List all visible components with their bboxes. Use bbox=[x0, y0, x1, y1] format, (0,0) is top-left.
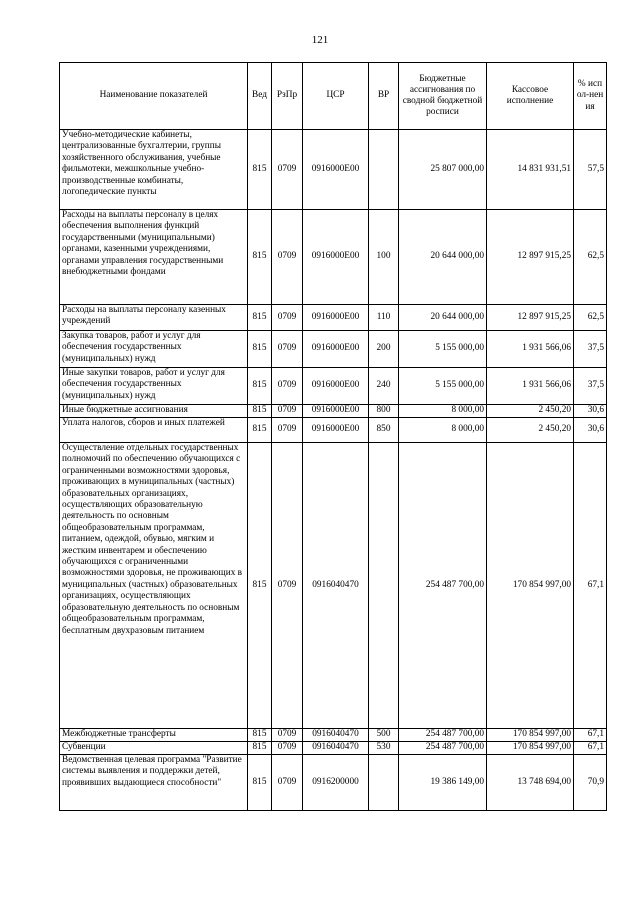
row-csr: 0916000Е00 bbox=[303, 368, 369, 405]
row-rzpr: 0709 bbox=[272, 130, 303, 210]
row-budget: 254 487 700,00 bbox=[399, 443, 487, 729]
row-ved: 815 bbox=[248, 418, 272, 443]
row-cash: 1 931 566,06 bbox=[487, 331, 574, 368]
row-budget: 5 155 000,00 bbox=[399, 368, 487, 405]
row-cash: 12 897 915,25 bbox=[487, 305, 574, 331]
row-cash: 2 450,20 bbox=[487, 405, 574, 418]
row-vr: 850 bbox=[369, 418, 399, 443]
row-name: Субвенции bbox=[60, 742, 248, 755]
table-row bbox=[60, 742, 607, 755]
row-csr: 0916000Е00 bbox=[303, 405, 369, 418]
header-ved: Вед bbox=[248, 63, 272, 130]
row-ved: 815 bbox=[248, 130, 272, 210]
row-cash: 170 854 997,00 bbox=[487, 729, 574, 742]
header-csr: ЦСР bbox=[303, 63, 369, 130]
row-vr: 530 bbox=[369, 742, 399, 755]
row-rzpr: 0709 bbox=[272, 755, 303, 811]
row-vr bbox=[369, 130, 399, 210]
row-vr: 500 bbox=[369, 729, 399, 742]
table-row bbox=[60, 368, 607, 405]
row-csr: 0916200000 bbox=[303, 755, 369, 811]
row-budget: 5 155 000,00 bbox=[399, 331, 487, 368]
row-cash: 14 831 931,51 bbox=[487, 130, 574, 210]
row-csr: 0916040470 bbox=[303, 729, 369, 742]
row-percent: 62,5 bbox=[574, 305, 607, 331]
row-percent: 70,9 bbox=[574, 755, 607, 811]
row-vr bbox=[369, 443, 399, 729]
row-percent: 30,6 bbox=[574, 418, 607, 443]
row-ved: 815 bbox=[248, 331, 272, 368]
row-cash: 170 854 997,00 bbox=[487, 443, 574, 729]
table-header-row bbox=[60, 63, 607, 130]
row-budget: 8 000,00 bbox=[399, 405, 487, 418]
row-vr: 110 bbox=[369, 305, 399, 331]
row-csr: 0916000Е00 bbox=[303, 130, 369, 210]
row-csr: 0916000Е00 bbox=[303, 331, 369, 368]
row-vr bbox=[369, 755, 399, 811]
table-row bbox=[60, 418, 607, 443]
row-rzpr: 0709 bbox=[272, 729, 303, 742]
row-ved: 815 bbox=[248, 368, 272, 405]
row-percent: 67,1 bbox=[574, 443, 607, 729]
row-budget: 254 487 700,00 bbox=[399, 729, 487, 742]
row-budget: 20 644 000,00 bbox=[399, 210, 487, 305]
row-cash: 12 897 915,25 bbox=[487, 210, 574, 305]
row-rzpr: 0709 bbox=[272, 331, 303, 368]
row-budget: 8 000,00 bbox=[399, 418, 487, 443]
header-name: Наименование показателей bbox=[60, 63, 248, 130]
row-budget: 254 487 700,00 bbox=[399, 742, 487, 755]
row-budget: 19 386 149,00 bbox=[399, 755, 487, 811]
row-percent: 30,6 bbox=[574, 405, 607, 418]
row-ved: 815 bbox=[248, 305, 272, 331]
row-rzpr: 0709 bbox=[272, 210, 303, 305]
row-percent: 62,5 bbox=[574, 210, 607, 305]
row-name: Расходы на выплаты персоналу казенных учреждений bbox=[60, 305, 248, 331]
header-rzpr: РзПр bbox=[272, 63, 303, 130]
row-vr: 240 bbox=[369, 368, 399, 405]
row-ved: 815 bbox=[248, 729, 272, 742]
row-percent: 37,5 bbox=[574, 368, 607, 405]
row-rzpr: 0709 bbox=[272, 443, 303, 729]
table-row bbox=[60, 331, 607, 368]
budget-table bbox=[59, 62, 607, 811]
table-row bbox=[60, 210, 607, 305]
table-row bbox=[60, 405, 607, 418]
row-csr: 0916000Е00 bbox=[303, 210, 369, 305]
row-name: Расходы на выплаты персоналу в целях обеспечения выполнения функций государственными (муниципальными) органами, казенными учреждениями, органами управления государственными внебюджетными фондами bbox=[60, 210, 248, 305]
row-ved: 815 bbox=[248, 210, 272, 305]
row-ved: 815 bbox=[248, 755, 272, 811]
row-budget: 25 807 000,00 bbox=[399, 130, 487, 210]
row-rzpr: 0709 bbox=[272, 305, 303, 331]
table-row bbox=[60, 755, 607, 811]
row-name: Закупка товаров, работ и услуг для обеспечения государственных (муниципальных) нужд bbox=[60, 331, 248, 368]
row-percent: 57,5 bbox=[574, 130, 607, 210]
table-row bbox=[60, 305, 607, 331]
row-vr: 100 bbox=[369, 210, 399, 305]
row-cash: 1 931 566,06 bbox=[487, 368, 574, 405]
header-percent: % испол-нения bbox=[574, 63, 607, 130]
row-vr: 800 bbox=[369, 405, 399, 418]
row-csr: 0916040470 bbox=[303, 742, 369, 755]
row-csr: 0916040470 bbox=[303, 443, 369, 729]
row-percent: 67,1 bbox=[574, 742, 607, 755]
row-rzpr: 0709 bbox=[272, 418, 303, 443]
row-name: Межбюджетные трансферты bbox=[60, 729, 248, 742]
row-name: Иные закупки товаров, работ и услуг для обеспечения государственных (муниципальных) нужд bbox=[60, 368, 248, 405]
row-name: Осуществление отдельных государственных полномочий по обеспечению обучающихся с ограниченными возможностями здоровья, проживающих в муниципальных (частных) образовательных организациях, осуществляющих образовательную деятельность по основным общеобразовательным программам, питанием, одеждой, обувью, мягким и жестким инвентарем и обеспечению обучающихся с ограниченными возможностями здоровья, не проживающих в муниципальных (частных) образовательных организациях, осуществляющих образовательную деятельность по основным общеобразовательным программам, бесплатным двухразовым питанием bbox=[60, 443, 248, 729]
row-ved: 815 bbox=[248, 443, 272, 729]
row-name: Учебно-методические кабинеты, централизованные бухгалтерии, группы хозяйственного обслуживания, учебные фильмотеки, межшкольные учебно-производственные комбинаты, логопедические пункты bbox=[60, 130, 248, 210]
table-row bbox=[60, 729, 607, 742]
table-row bbox=[60, 130, 607, 210]
row-name: Иные бюджетные ассигнования bbox=[60, 405, 248, 418]
header-budget: Бюджетные ассигнования по сводной бюджетной росписи bbox=[399, 63, 487, 130]
row-name: Ведомственная целевая программа "Развитие системы выявления и поддержки детей, проявивших выдающиеся способности" bbox=[60, 755, 248, 811]
row-csr: 0916000Е00 bbox=[303, 418, 369, 443]
row-cash: 13 748 694,00 bbox=[487, 755, 574, 811]
header-vr: ВР bbox=[369, 63, 399, 130]
table-row bbox=[60, 443, 607, 729]
row-percent: 67,1 bbox=[574, 729, 607, 742]
row-budget: 20 644 000,00 bbox=[399, 305, 487, 331]
row-cash: 2 450,20 bbox=[487, 418, 574, 443]
row-rzpr: 0709 bbox=[272, 368, 303, 405]
row-vr: 200 bbox=[369, 331, 399, 368]
row-rzpr: 0709 bbox=[272, 742, 303, 755]
row-cash: 170 854 997,00 bbox=[487, 742, 574, 755]
row-name: Уплата налогов, сборов и иных платежей bbox=[60, 418, 248, 443]
page-number: 121 bbox=[311, 34, 329, 46]
header-cash: Кассовое исполнение bbox=[487, 63, 574, 130]
row-csr: 0916000Е00 bbox=[303, 305, 369, 331]
row-percent: 37,5 bbox=[574, 331, 607, 368]
row-rzpr: 0709 bbox=[272, 405, 303, 418]
row-ved: 815 bbox=[248, 405, 272, 418]
row-ved: 815 bbox=[248, 742, 272, 755]
